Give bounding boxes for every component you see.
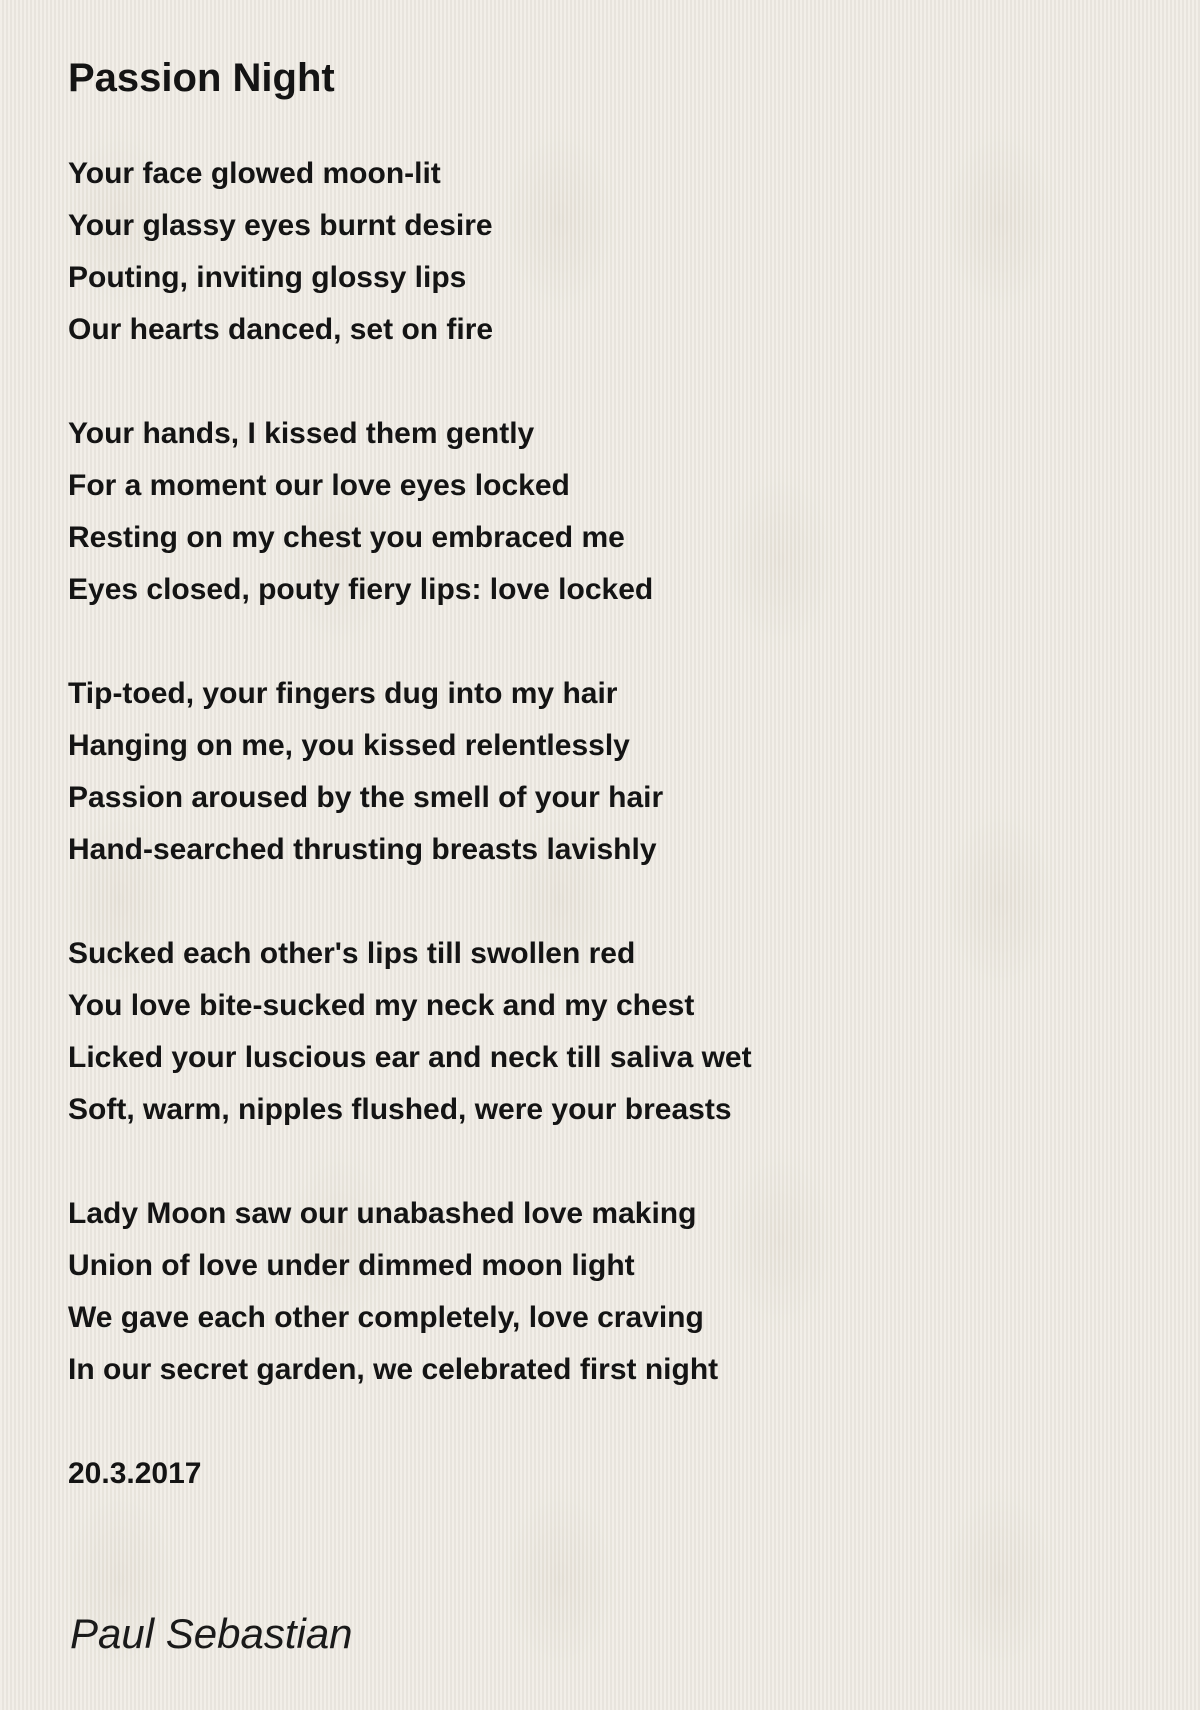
poem-line: Our hearts danced, set on fire [68, 313, 494, 346]
poem-line: Hanging on me, you kissed relentlessly [68, 729, 630, 762]
poem-line: Your face glowed moon-lit [68, 157, 441, 190]
author-signature: Paul Sebastian [70, 1610, 353, 1657]
poem-line: Resting on my chest you embraced me [68, 521, 625, 554]
poem-line: Eyes closed, pouty fiery lips: love locked [68, 573, 654, 606]
poem-line: You love bite-sucked my neck and my chest [68, 989, 695, 1022]
poem-line: Your hands, I kissed them gently [68, 417, 535, 450]
poem-line: For a moment our love eyes locked [68, 469, 570, 502]
poem-line: Lady Moon saw our unabashed love making [68, 1197, 697, 1230]
stanza-5 [68, 1188, 1148, 1396]
stanza-1 [68, 148, 1148, 356]
stanza-3 [68, 668, 1148, 876]
stanza-2 [68, 408, 1148, 616]
poem-line: Hand-searched thrusting breasts lavishly [68, 833, 657, 866]
stanza-4 [68, 928, 1148, 1136]
poem-body [68, 148, 1148, 1500]
poem-line: Sucked each other's lips till swollen red [68, 937, 636, 970]
poem-line: Tip-toed, your fingers dug into my hair [68, 677, 618, 710]
poem-line: We gave each other completely, love craving [68, 1301, 704, 1334]
poem-line: Pouting, inviting glossy lips [68, 261, 467, 294]
poem-line: Licked your luscious ear and neck till saliva wet [68, 1041, 752, 1074]
poem-line: In our secret garden, we celebrated first night [68, 1353, 719, 1386]
poem-date: 20.3.2017 [68, 1457, 202, 1490]
poem-line: Soft, warm, nipples flushed, were your breasts [68, 1093, 732, 1126]
poem-line: Your glassy eyes burnt desire [68, 209, 493, 242]
poem-line: Union of love under dimmed moon light [68, 1249, 635, 1282]
poem-line: Passion aroused by the smell of your hair [68, 781, 664, 814]
poem-title: Passion Night [68, 56, 335, 100]
